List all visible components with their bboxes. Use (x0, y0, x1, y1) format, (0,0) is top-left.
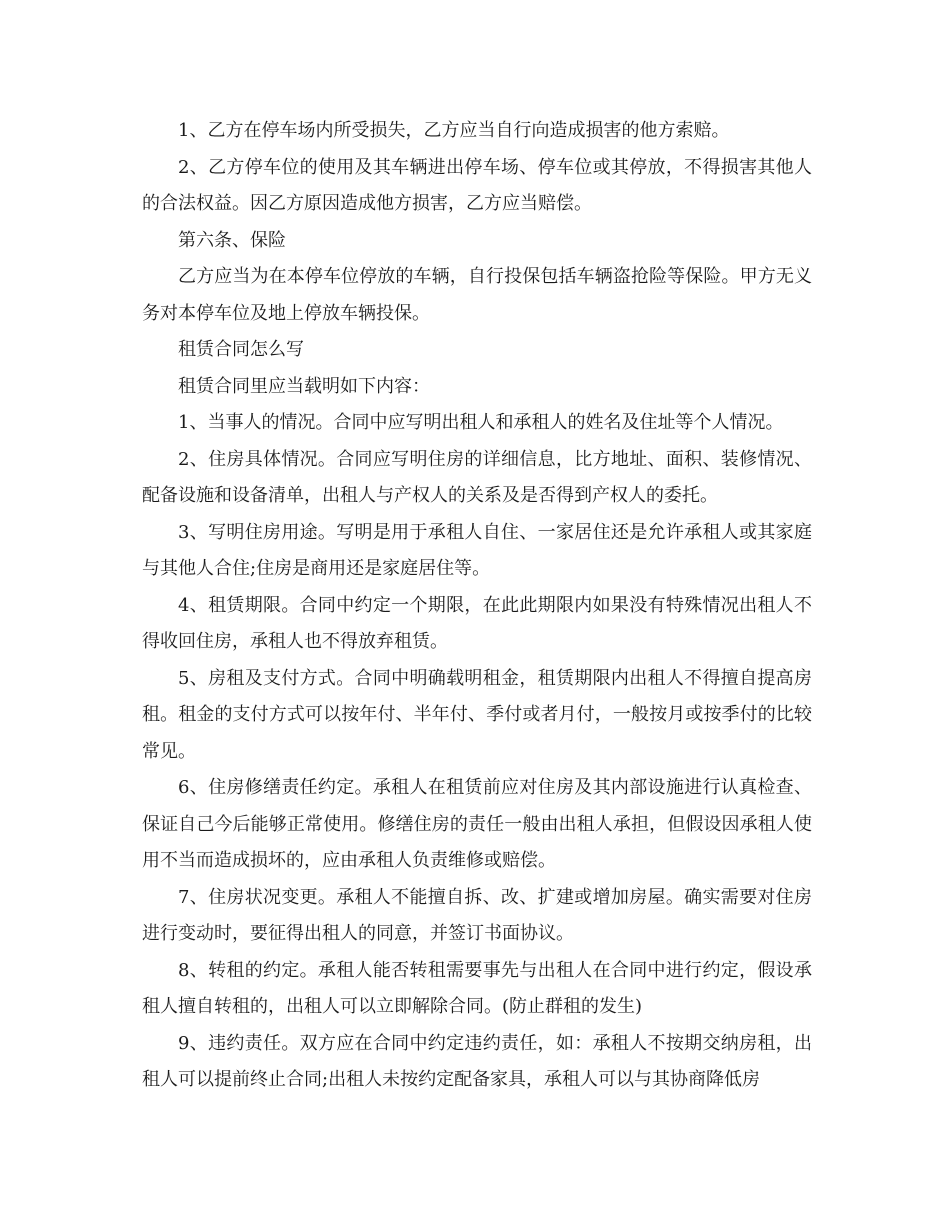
paragraph-parking-use: 2、乙方停车位的使用及其车辆进出停车场、停车位或其停放，不得损害其他人的合法权益。因乙方原因造成他方损害，乙方应当赔偿。 (142, 156, 812, 214)
section-heading-how-to-write: 租赁合同怎么写 (178, 339, 304, 360)
list-item-sublet: 8、转租的约定。承租人能否转租需要事先与出租人在合同中进行约定，假设承租人擅自转租的，出租人可以立即解除合同。(防止群租的发生) (142, 959, 812, 1017)
list-item-parties: 1、当事人的情况。合同中应写明出租人和承租人的姓名及住址等个人情况。 (178, 412, 784, 433)
list-item-liability: 9、违约责任。双方应在合同中约定违约责任，如：承租人不按期交纳房租，出租人可以提前终止合同;出租人未按约定配备家具，承租人可以与其协商降低房 (142, 1032, 812, 1090)
paragraph-contents-intro: 租赁合同里应当载明如下内容： (178, 375, 430, 397)
list-item-alteration: 7、住房状况变更。承租人不能擅自拆、改、扩建或增加房屋。确实需要对住房进行变动时，要征得出租人的同意，并签订书面协议。 (142, 886, 812, 944)
list-item-housing: 2、住房具体情况。合同应写明住房的详细信息，比方地址、面积、装修情况、配备设施和设备清单，出租人与产权人的关系及是否得到产权人的委托。 (142, 448, 812, 506)
paragraph-damage-claim: 1、乙方在停车场内所受损失，乙方应当自行向造成损害的他方索赔。 (178, 120, 730, 141)
list-item-usage: 3、写明住房用途。写明是用于承租人自住、一家居住还是允许承租人或其家庭与其他人合住;住房是商用还是家庭居住等。 (142, 521, 812, 579)
section-heading-insurance: 第六条、保险 (178, 229, 286, 251)
paragraph-insurance: 乙方应当为在本停车位停放的车辆，自行投保包括车辆盗抢险等保险。甲方无义务对本停车位及地上停放车辆投保。 (142, 266, 812, 324)
document-body (142, 113, 812, 1099)
list-item-term: 4、租赁期限。合同中约定一个期限，在此此期限内如果没有特殊情况出租人不得收回住房，承租人也不得放弃租赁。 (142, 594, 812, 652)
list-item-repair: 6、住房修缮责任约定。承租人在租赁前应对住房及其内部设施进行认真检查、保证自己今后能够正常使用。修缮住房的责任一般由出租人承担，但假设因承租人使用不当而造成损坏的，应由承租人负责维修或赔偿。 (142, 777, 812, 871)
list-item-rent: 5、房租及支付方式。合同中明确载明租金，租赁期限内出租人不得擅自提高房租。租金的支付方式可以按年付、半年付、季付或者月付，一般按月或按季付的比较常见。 (142, 667, 812, 762)
